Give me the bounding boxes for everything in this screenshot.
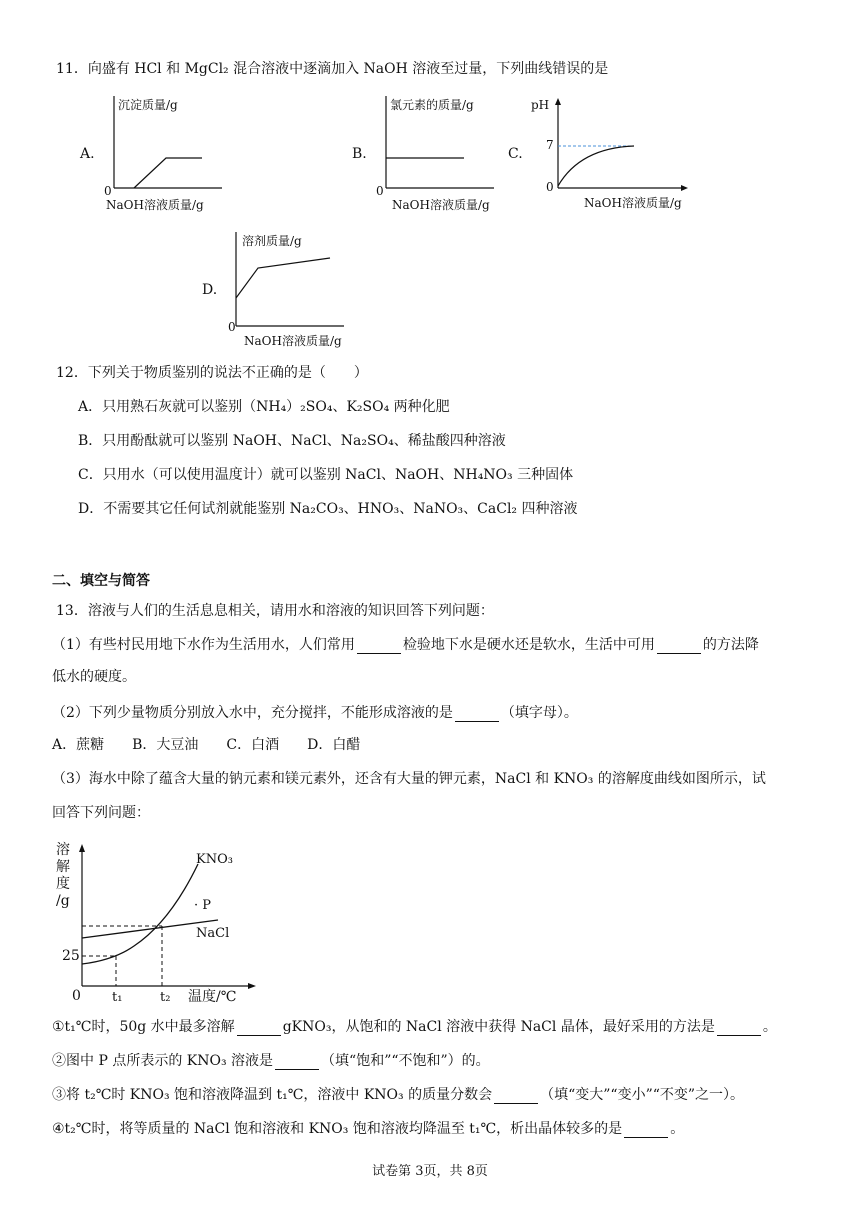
graph-a-plot xyxy=(100,92,230,202)
option-c-letter: C. xyxy=(508,146,523,162)
q13-sub4 xyxy=(52,1120,684,1138)
answer-blank-5[interactable] xyxy=(717,1021,761,1036)
sol-point-p: · P xyxy=(194,898,212,913)
page-footer: 试卷第 3页，共 8页 xyxy=(372,1164,488,1179)
q13-p2-text-a: （2）下列少量物质分别放入水中，充分搅拌，不能形成溶液的是 xyxy=(52,705,453,721)
option-d-letter: D. xyxy=(202,282,218,298)
q13-p3-text-b: 回答下列问题： xyxy=(52,805,150,821)
q12-stem: 12．下列关于物质鉴别的说法不正确的是（ ） xyxy=(56,365,368,381)
option-a-letter: A. xyxy=(80,146,95,162)
q13-s2-text-a: ②图中 P 点所表示的 KNO₃ 溶液是 xyxy=(52,1053,274,1069)
sol-ylabel-1: 溶 xyxy=(56,842,70,858)
answer-blank-3[interactable] xyxy=(455,707,499,722)
sol-ylabel-2: 解 xyxy=(56,859,70,875)
answer-blank-6[interactable] xyxy=(275,1055,319,1070)
q13-s3-text-b: （填“变大”“变小”“不变”之一）。 xyxy=(540,1087,745,1103)
section-title: 二、填空与简答 xyxy=(52,573,150,589)
q12-option-c: C．只用水（可以使用温度计）就可以鉴别 NaCl、NaOH、NH₄NO₃ 三种固体 xyxy=(78,467,574,483)
q13-p1-text-d: 低水的硬度。 xyxy=(52,669,136,685)
q11-stem: 11．向盛有 HCl 和 MgCl₂ 混合溶液中逐滴加入 NaOH 溶液至过量，下列曲线错误的是 xyxy=(56,61,609,77)
sol-kno3-label: KNO₃ xyxy=(196,852,233,867)
graph-a-origin: 0 xyxy=(104,184,112,198)
graph-c-plot xyxy=(550,96,690,196)
sol-origin: 0 xyxy=(72,988,81,1004)
q13-s1-text-c: 。 xyxy=(762,1019,777,1035)
graph-c-origin: 0 xyxy=(546,180,554,194)
answer-blank-4[interactable] xyxy=(237,1021,281,1036)
sol-xtick-t2: t₂ xyxy=(160,990,171,1005)
q13-s1-text-a: ①t₁℃时，50g 水中最多溶解 xyxy=(52,1019,235,1035)
q13-stem: 13．溶液与人们的生活息息相关，请用水和溶液的知识回答下列问题： xyxy=(56,603,494,619)
answer-blank-7[interactable] xyxy=(494,1089,538,1104)
q13-sub3 xyxy=(52,1086,744,1104)
q13-sub1 xyxy=(52,1018,777,1036)
q13-part2 xyxy=(52,704,578,722)
answer-blank-1[interactable] xyxy=(357,639,401,654)
q13-p2-options: A．蔗糖 B．大豆油 C．白酒 D．白醋 xyxy=(52,737,361,753)
answer-blank-8[interactable] xyxy=(624,1123,668,1138)
q13-s1-text-b: gKNO₃，从饱和的 NaCl 溶液中获得 NaCl 晶体，最好采用的方法是 xyxy=(282,1019,715,1035)
q13-p1-text-a: （1）有些村民用地下水作为生活用水，人们常用 xyxy=(52,637,355,653)
q13-p1-text-b: 检验地下水是硬水还是软水，生活中可用 xyxy=(402,637,655,653)
graph-c-ytick: 7 xyxy=(546,138,554,152)
graph-b-plot xyxy=(372,92,502,202)
q13-part1 xyxy=(52,636,759,654)
q13-p2-text-b: （填字母）。 xyxy=(500,705,578,721)
graph-b-origin: 0 xyxy=(376,184,384,198)
q13-s4-text-b: 。 xyxy=(670,1121,685,1137)
graph-d-plot xyxy=(222,228,352,338)
graph-c-xlabel: NaOH溶液质量/g xyxy=(584,196,682,210)
graph-d-origin: 0 xyxy=(228,320,236,334)
answer-blank-2[interactable] xyxy=(657,639,701,654)
sol-nacl-label: NaCl xyxy=(196,926,230,941)
sol-ytick-25: 25 xyxy=(62,948,80,964)
sol-xlabel: 温度/℃ xyxy=(188,989,237,1005)
q12-option-b: B．只用酚酞就可以鉴别 NaOH、NaCl、Na₂SO₄、稀盐酸四种溶液 xyxy=(78,433,506,449)
q13-s4-text-a: ④t₂℃时，将等质量的 NaCl 饱和溶液和 KNO₃ 饱和溶液均降温至 t₁℃，析出晶体较多的是 xyxy=(52,1121,623,1137)
q12-option-a: A．只用熟石灰就可以鉴别（NH₄）₂SO₄、K₂SO₄ 两种化肥 xyxy=(78,399,450,415)
sol-ylabel-4: /g xyxy=(56,893,70,909)
sol-chart-plot xyxy=(74,842,258,994)
graph-d-ylabel: 溶剂质量/g xyxy=(242,234,302,248)
q13-s2-text-b: （填“饱和”“不饱和”）的。 xyxy=(321,1053,490,1069)
sol-xtick-t1: t₁ xyxy=(112,990,123,1005)
graph-d-xlabel: NaOH溶液质量/g xyxy=(244,334,342,348)
q13-sub2 xyxy=(52,1052,490,1070)
graph-a-xlabel: NaOH溶液质量/g xyxy=(106,198,204,212)
graph-b-xlabel: NaOH溶液质量/g xyxy=(392,198,490,212)
graph-b-ylabel: 氯元素的质量/g xyxy=(390,98,474,112)
graph-a-ylabel: 沉淀质量/g xyxy=(118,98,178,112)
q12-option-d: D．不需要其它任何试剂就能鉴别 Na₂CO₃、HNO₃、NaNO₃、CaCl₂ 四种溶液 xyxy=(78,501,578,517)
graph-c-ylabel: pH xyxy=(531,98,550,112)
q13-p1-text-c: 的方法降 xyxy=(702,637,759,653)
q13-s3-text-a: ③将 t₂℃时 KNO₃ 饱和溶液降温到 t₁℃，溶液中 KNO₃ 的质量分数会 xyxy=(52,1087,493,1103)
option-b-letter: B. xyxy=(352,146,367,162)
q13-p3-text-a: （3）海水中除了蕴含大量的钠元素和镁元素外，还含有大量的钾元素，NaCl 和 KNO₃ 的溶解度曲线如图所示，试 xyxy=(52,771,766,787)
sol-ylabel-3: 度 xyxy=(56,876,70,892)
